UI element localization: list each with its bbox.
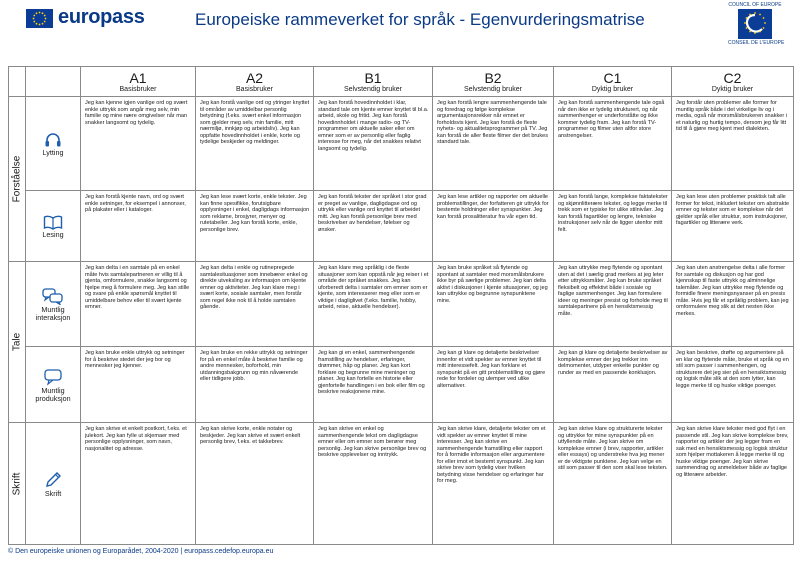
skill-row-spoken-production xyxy=(9,347,794,423)
category-label: Skrift xyxy=(11,472,23,495)
descriptor-cell: Jeg kan skrive en enkel og sammenhengende tekst om dagligdagse emner eller om emner som berører meg personlig. Jeg kan skrive personlige brev og beskrive opplevelser og inntrykk. xyxy=(314,423,433,545)
skill-spoken-production xyxy=(26,347,81,423)
open-book-icon xyxy=(43,215,63,230)
speech-bubbles-icon xyxy=(42,288,64,305)
descriptor-cell: Jeg kan gi en enkel, sammenhengende framstilling av hendelser, erfaringer, drømmer, håp og planer. Jeg kan kort forklare og begrunne mine meninger og planer. Jeg kan fortelle en historie eller gjenfortelle handlingen i en bok eller film og beskrive reaksjonene mine. xyxy=(314,347,433,423)
level-code: B1 xyxy=(364,70,382,86)
skill-row-listening xyxy=(9,97,794,191)
level-header-b2 xyxy=(433,67,554,97)
descriptor-cell: Jeg kan gi klare og detaljerte beskrivelser innenfor et vidt spekter av emner knyttet til mitt interessefelt. Jeg kan forklare et synspunkt på en gitt problemstilling og gjøre rede for fordeler og ulemper ved ulike alternativer. xyxy=(433,347,554,423)
descriptor-cell: Jeg kan bruke enkle uttrykk og setninger for å beskrive stedet der jeg bor og mennesker jeg kjenner. xyxy=(81,347,196,423)
europass-logo-text: europass xyxy=(58,6,145,28)
page-title: Europeiske rammeverket for språk - Egenvurderingsmatrise xyxy=(195,10,645,29)
level-header-c2 xyxy=(672,67,794,97)
level-header-c1 xyxy=(554,67,672,97)
page-header xyxy=(0,0,800,52)
descriptor-cell: Jeg kan forstå lengre sammenhengende tale og foredrag og følge komplekse argumentasjonsrekker når emnet er forholdsvis kjent. Jeg kan forstå de fleste nyhets- og aktualitetsprogrammer på TV. Jeg kan forstå de aller fleste filmer der det brukes standard tale. xyxy=(433,97,554,191)
category-label: Tale xyxy=(11,332,23,352)
self-assessment-grid xyxy=(8,66,794,545)
descriptor-cell: Jeg kan lese svært korte, enkle tekster. Jeg kan finne spesifikke, forutsigbare opplysninger i enkel, dagligdags informasjon som reklame, brosjyrer, menyer og rutetabeller. Jeg kan forstå korte, enkle, personlige brev. xyxy=(196,191,314,262)
council-of-europe-logo xyxy=(728,2,785,48)
level-code: A2 xyxy=(245,70,264,86)
level-name: Dyktig bruker xyxy=(591,86,634,93)
level-name: Dyktig bruker xyxy=(711,86,754,93)
descriptor-cell: Jeg kan skrive et enkelt postkort, f.eks. et julekort. Jeg kan fylle ut skjemaer med personlige opplysninger, som navn, nasjonalitet og adresse. xyxy=(81,423,196,545)
descriptor-cell: Jeg kan skrive klare tekster med god flyt i en passende stil. Jeg kan skrive komplekse brev, rapporter og artikler der jeg legger fram en sak med en hensiktsmessig og logisk struktur som hjelper mottakeren å legge merke til og huske viktige poenger. Jeg kan skrive sammendrag og anmeldelser både av faglige og litterære arbeider. xyxy=(672,423,794,545)
skill-listening xyxy=(26,97,81,191)
speech-bubble-icon xyxy=(43,369,63,386)
descriptor-cell: Jeg kan lese artikler og rapporter om aktuelle problemstillinger, der forfatteren gir uttrykk for bestemte holdninger eller synspunkter. Jeg kan forstå prosalitteratur fra vår egen tid. xyxy=(433,191,554,262)
skill-label: Muntlig produksjon xyxy=(35,385,71,403)
level-name: Basisbruker xyxy=(119,86,157,93)
category-writing xyxy=(9,423,26,545)
coe-name-en: COUNCIL OF EUROPE xyxy=(728,2,782,8)
descriptor-cell: Jeg kan forstå hovedinnholdet i klar, standard tale om kjente emner knyttet til bl.a. arbeid, skole og fritid. Jeg kan forstå hovedinnholdet i mange radio- og TV- programmer om aktuelle saker eller om emner som er av personlig eller faglig interesse for meg, når det snakkes relativt langsomt og tydelig. xyxy=(314,97,433,191)
descriptor-cell: Jeg kan forstå sammenhengende tale også når den ikke er tydelig strukturert, og når sammenhenger er underforståtte og ikke kommer tydelig fram. Jeg kan forstå TV-programmer og filmer uten altfor store anstrengelser. xyxy=(554,97,672,191)
level-header-row xyxy=(9,67,794,97)
corner-cell xyxy=(26,67,81,97)
skill-label: Muntlig interaksjon xyxy=(35,305,71,322)
descriptor-cell: Jeg kan lese uten problemer praktisk talt alle former for tekst, inkludert tekster om abstrakte emner og tekster som er komplekse når det gjelder språk eller struktur, som instruksjoner, fagartikler og litterære verk. xyxy=(672,191,794,262)
descriptor-cell: Jeg kan bruke en rekke uttrykk og setninger for på en enkel måte å beskrive familie og andre mennesker, boforhold, min utdanningsbakgrunn og min nåværende eller tidligere jobb. xyxy=(196,347,314,423)
descriptor-cell: Jeg kan forstå kjente navn, ord og svært enkle setninger, for eksempel i annonser, på plakater eller i kataloger. xyxy=(81,191,196,262)
level-code: A1 xyxy=(129,70,147,86)
descriptor-cell: Jeg kan uten anstrengelse delta i alle former for samtale og diskusjon og har god kjennskap til faste uttrykk og alminnelige talemåter. Jeg kan uttrykke meg flytende og formidle finere meningsnyanser på en presis måte. Hvis jeg får et språklig problem, kan jeg omformulere meg slik at det nesten ikke merkes. xyxy=(672,262,794,347)
descriptor-cell: Jeg kan kjenne igjen vanlige ord og svært enkle uttrykk som angår meg selv, min familie og mine nære omgivelser når man snakker langsomt og tydelig. xyxy=(81,97,196,191)
descriptor-cell: Jeg kan delta i en samtale på en enkel måte hvis samtalepartneren er villig til å gjenta, omformulere, snakke langsomt og hjelpe meg å formulere meg. Jeg kan stille og svare på enkle spørsmål knyttet til umiddelbare behov eller til svært kjente emner. xyxy=(81,262,196,347)
coe-name-fr: CONSEIL DE L'EUROPE xyxy=(728,40,785,46)
category-speaking xyxy=(9,262,26,423)
headphones-icon xyxy=(44,132,62,148)
descriptor-cell: Jeg kan forstå lange, komplekse faktatekster og skjønnlitterære tekster, og legge merke til trekk som er typiske for ulike stilnivåer. Jeg kan forstå fagartikler og lengre, tekniske instruksjoner selv når de ligger utenfor mitt felt. xyxy=(554,191,672,262)
descriptor-cell: Jeg kan klare meg språklig i de fleste situasjoner som kan oppstå når jeg reiser i et område der språket snakkes. Jeg kan uforberedt delta i samtaler om emner som er kjente, som interesserer meg eller som er viktige i dagliglivet (f.eks. familie, hobby, arbeid, reise, aktuelle hendelser). xyxy=(314,262,433,347)
level-code: B2 xyxy=(484,70,502,86)
level-header-b1 xyxy=(314,67,433,97)
coe-emblem-icon xyxy=(738,9,772,39)
corner-cell xyxy=(9,67,26,97)
descriptor-cell: Jeg kan skrive klare, detaljerte tekster om et vidt spekter av emner knyttet til mine interesser. Jeg kan skrive en sammenhengende framstilling eller rapport for å formidle informasjon eller argumentere for eller imot et bestemt synspunkt. Jeg kan skrive brev som tydelig viser hvilken betydning visse hendelser og erfaringer har for meg. xyxy=(433,423,554,545)
descriptor-cell: Jeg kan skrive korte, enkle notater og beskjeder. Jeg kan skrive et svært enkelt personlig brev, f.eks. et takkebrev. xyxy=(196,423,314,545)
category-understanding xyxy=(9,97,26,262)
level-code: C1 xyxy=(603,70,622,86)
skill-label: Lesing xyxy=(42,230,64,239)
skill-row-spoken-interaction xyxy=(9,262,794,347)
pen-icon xyxy=(44,471,62,489)
level-name: Basisbruker xyxy=(236,86,273,93)
footer-copyright: © Den europeiske unionen og Europarådet, 2004-2020 | europass.cedefop.europa.eu xyxy=(8,548,274,555)
descriptor-cell: Jeg kan bruke språket så flytende og spontant at samtaler med morsmålsbrukere ikke byr på særlige problemer. Jeg kan delta aktivt i diskusjoner i kjente situasjoner, og jeg kan uttrykke og begrunne synspunktene mine. xyxy=(433,262,554,347)
skill-row-writing xyxy=(9,423,794,545)
skill-label: Skrift xyxy=(44,489,62,498)
descriptor-cell: Jeg kan forstå vanlige ord og ytringer knyttet til områder av umiddelbar personlig betydning (f.eks. svært enkel informasjon som gjelder meg selv, min familie, mitt nærmiljø, innkjøp og arbeidsliv). Jeg kan oppfatte hovedinnholdet i enkle, korte og tydelige beskjeder og meldinger. xyxy=(196,97,314,191)
descriptor-cell: Jeg kan gi klare og detaljerte beskrivelser av komplekse emner der jeg trekker inn delmomenter, utdyper enkelte punkter og runder av med en passende konklusjon. xyxy=(554,347,672,423)
descriptor-cell: Jeg kan uttrykke meg flytende og spontant uten at det i særlig grad merkes at jeg leter etter uttrykksmåter. Jeg kan bruke språket fleksibelt og effektivt både i sosiale og faglige sammenhenger. Jeg kan formulere ideer og meninger presist og forholde meg til samtalepartnere på en hensiktsmessig måte. xyxy=(554,262,672,347)
descriptor-cell: Jeg kan delta i enkle og rutinepregede samtalesituasjoner som innebærer enkel og direkte utveksling av informasjon om kjente emner og aktiviteter. Jeg kan klare meg i svært korte, sosiale samtaler, men forstår som regel ikke nok til å holde samtalen gående. xyxy=(196,262,314,347)
skill-reading xyxy=(26,191,81,262)
descriptor-cell: Jeg kan skrive klare og strukturerte tekster og uttrykke for mine synspunkter på en utfyllende måte. Jeg kan skrive om komplekse emner (i brev, rapporter, artikler eller essays) og understreke hva jeg mener er de viktigste punktene. Jeg kan velge en stil som passer til den som skal lese teksten. xyxy=(554,423,672,545)
skill-row-reading xyxy=(9,191,794,262)
level-name: Selvstendig bruker xyxy=(464,86,522,93)
descriptor-cell: Jeg kan forstå tekster der språket i stor grad er preget av vanlige, dagligdagse ord og uttrykk eller vanlige ord knyttet til arbeidet mitt. Jeg kan forstå personlige brev med beskrivelser av hendelser, følelser og ønsker. xyxy=(314,191,433,262)
descriptor-cell: Jeg kan beskrive, drøfte og argumentere på en klar og flytende måte, bruke et språk og en stil som passer i sammenhengen, og strukturere det jeg sier på en hensiktsmessig og logisk måte slik at den som lytter, kan legge merke til og huske viktige poenger. xyxy=(672,347,794,423)
level-header-a1 xyxy=(81,67,196,97)
eu-flag-icon xyxy=(26,9,53,28)
skill-writing xyxy=(26,423,81,545)
skill-label: Lytting xyxy=(42,148,64,157)
level-header-a2 xyxy=(196,67,314,97)
level-name: Selvstendig bruker xyxy=(344,86,402,93)
level-code: C2 xyxy=(723,70,742,86)
descriptor-cell: Jeg forstår uten problemer alle former for muntlig språk både i det virkelige liv og i media, også når morsmålsbrukeren snakker i et naturlig og hurtig tempo, dersom jeg får litt tid til å gjøre meg kjent med dialekten. xyxy=(672,97,794,191)
category-label: Forståelse xyxy=(11,155,23,203)
skill-spoken-interaction xyxy=(26,262,81,347)
